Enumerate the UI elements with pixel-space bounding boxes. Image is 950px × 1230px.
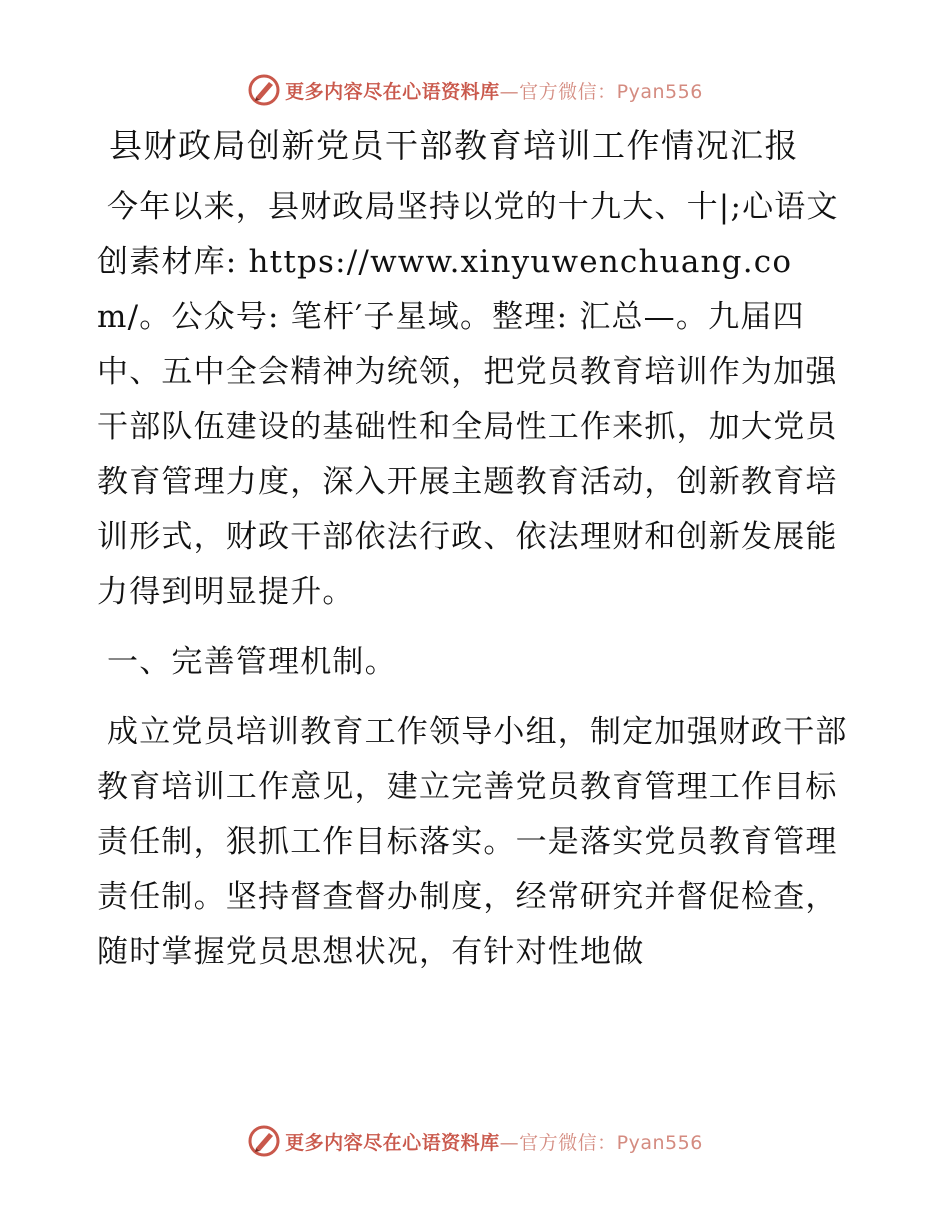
banner-suffix: 官方微信：Pyan556 <box>519 1131 703 1154</box>
header-banner <box>0 70 950 110</box>
banner-brand: 更多内容尽在心语资料库 <box>285 80 500 103</box>
paragraph-intro: 今年以来，县财政局坚持以党的十九大、十|;心语文创素材库: https://www.xinyuwenchuang.com/。公众号: 笔杆′子星域。整理: 汇总—。九届四中、五中全会精神为统领，把党员教育培训作为加强干部队伍建设的基础性和全局性工作来抓，加大党员教育管理力度，深入开展主题教育活动，创新教育培训形式，财政干部依法行政、依法理财和创新发展能力得到明显提升。 <box>97 189 839 610</box>
section-heading-1: 一、完善管理机制。 <box>107 644 397 680</box>
banner-separator: — <box>499 80 520 103</box>
banner-text <box>285 1128 703 1155</box>
banner-separator: — <box>499 1131 520 1154</box>
document-body <box>97 118 857 995</box>
document-title: 县财政局创新党员干部教育培训工作情况汇报 <box>109 126 799 165</box>
banner-brand: 更多内容尽在心语资料库 <box>285 1131 500 1154</box>
paragraph-section-1: 成立党员培训教育工作领导小组，制定加强财政干部教育培训工作意见，建立完善党员教育管理工作目标责任制，狠抓工作目标落实。一是落实党员教育管理责任制。坚持督查督办制度，经常研究并督促检查，随时掌握党员思想状况，有针对性地做 <box>97 714 848 970</box>
banner-suffix: 官方微信：Pyan556 <box>519 80 703 103</box>
footer-banner <box>0 1121 950 1161</box>
pen-logo-icon <box>247 73 281 107</box>
banner-text <box>285 77 703 104</box>
pen-logo-icon <box>247 1124 281 1158</box>
